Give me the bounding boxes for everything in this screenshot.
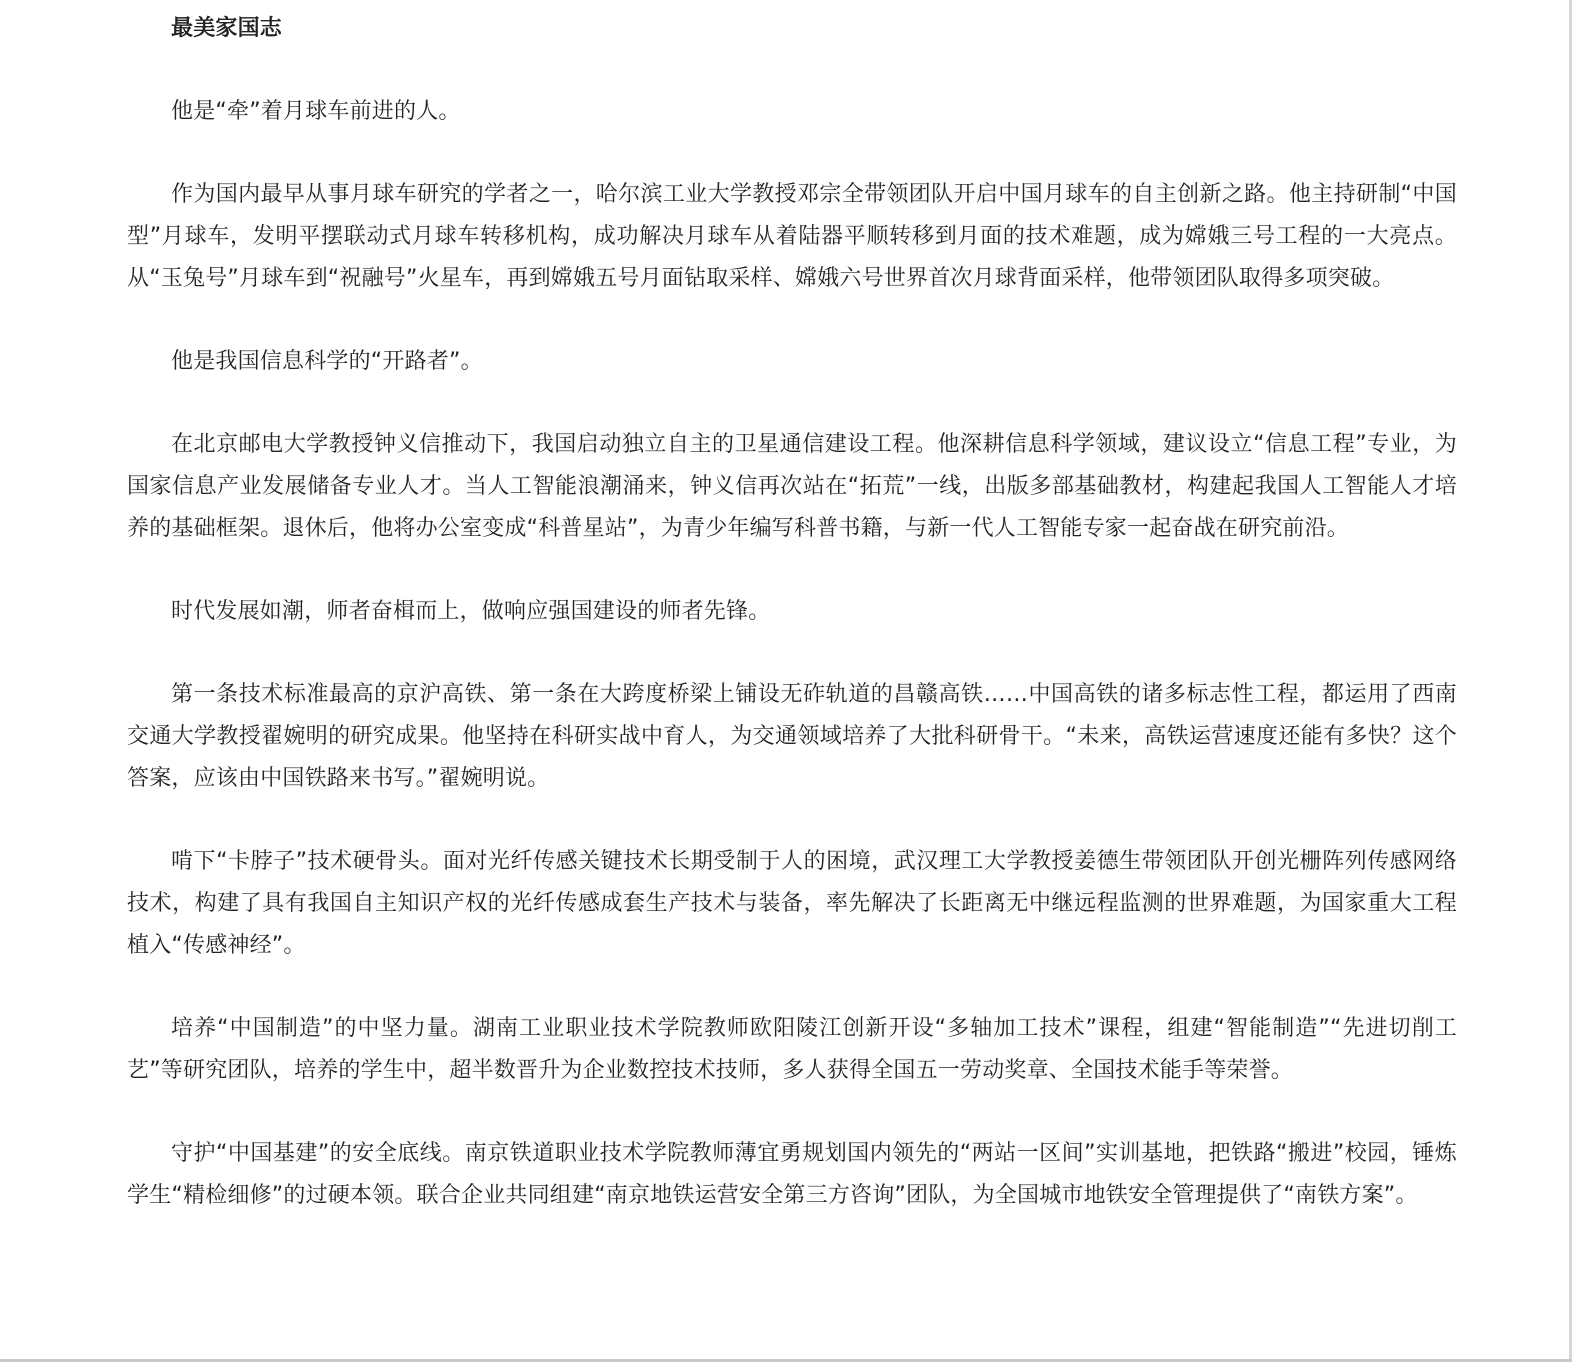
article-heading: 最美家国志 (171, 16, 283, 41)
paragraph: 啃下“卡脖子”技术硬骨头。面对光纤传感关键技术长期受制于人的困境，武汉理工大学教授姜德生带领团队开创光栅阵列传感网络技术，构建了具有我国自主知识产权的光纤传感成套生产技术与装备，率先解决了长距离无中继远程监测的世界难题，为国家重大工程植入“传感神经”。 (127, 849, 1457, 958)
paragraph: 培养“中国制造”的中坚力量。湖南工业职业技术学院教师欧阳陵江创新开设“多轴加工技术”课程，组建“智能制造”“先进切削工艺”等研究团队，培养的学生中，超半数晋升为企业数控技术技师，多人获得全国五一劳动奖章、全国技术能手等荣誉。 (127, 1016, 1457, 1083)
paragraph: 作为国内最早从事月球车研究的学者之一，哈尔滨工业大学教授邓宗全带领团队开启中国月球车的自主创新之路。他主持研制“中国型”月球车，发明平摆联动式月球车转移机构，成功解决月球车从着陆器平顺转移到月面的技术难题，成为嫦娥三号工程的一大亮点。从“玉兔号”月球车到“祝融号”火星车，再到嫦娥五号月面钻取采样、嫦娥六号世界首次月球背面采样，他带领团队取得多项突破。 (127, 182, 1457, 291)
paragraph: 他是我国信息科学的“开路者”。 (171, 349, 483, 374)
paragraph: 第一条技术标准最高的京沪高铁、第一条在大跨度桥梁上铺设无砟轨道的昌赣高铁……中国高铁的诸多标志性工程，都运用了西南交通大学教授翟婉明的研究成果。他坚持在科研实战中育人，为交通领域培养了大批科研骨干。“未来，高铁运营速度还能有多快？这个答案，应该由中国铁路来书写。”翟婉明说。 (127, 682, 1457, 791)
paragraph: 时代发展如潮，师者奋楫而上，做响应强国建设的师者先锋。 (171, 599, 771, 624)
paragraph: 守护“中国基建”的安全底线。南京铁道职业技术学院教师薄宜勇规划国内领先的“两站一区间”实训基地，把铁路“搬进”校园，锤炼学生“精检细修”的过硬本领。联合企业共同组建“南京地铁运营安全第三方咨询”团队，为全国城市地铁安全管理提供了“南铁方案”。 (127, 1141, 1457, 1208)
paragraph: 他是“牵”着月球车前进的人。 (171, 99, 461, 124)
paragraph: 在北京邮电大学教授钟义信推动下，我国启动独立自主的卫星通信建设工程。他深耕信息科学领域，建议设立“信息工程”专业，为国家信息产业发展储备专业人才。当人工智能浪潮涌来，钟义信再次站在“拓荒”一线，出版多部基础教材，构建起我国人工智能人才培养的基础框架。退休后，他将办公室变成“科普星站”，为青少年编写科普书籍，与新一代人工智能专家一起奋战在研究前沿。 (127, 432, 1457, 541)
article-body (127, 8, 1457, 1258)
